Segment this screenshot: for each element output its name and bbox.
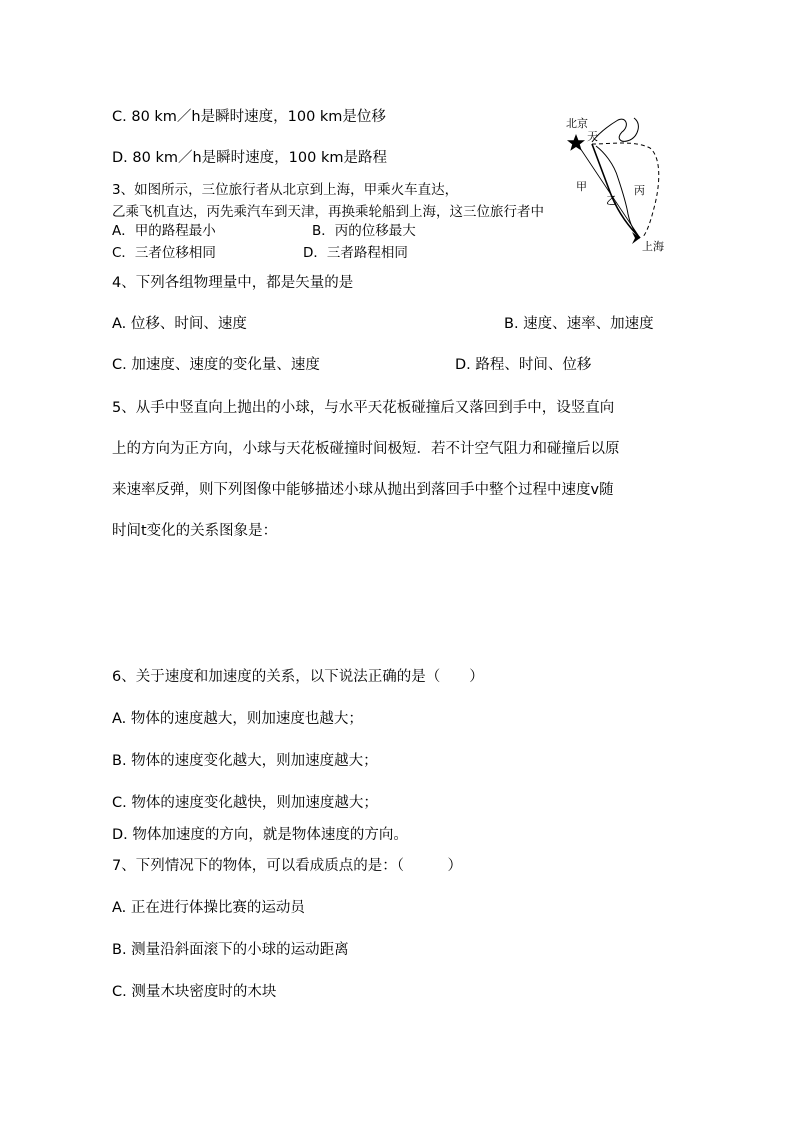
q2-option-c: C. 80 km／h是瞬时速度，100 km是位移 [112, 109, 386, 125]
map-label-shanghai: 上海 [642, 240, 664, 252]
q4-option-a: A. 位移、时间、速度 [112, 316, 247, 332]
q5-stem-line4: 时间t变化的关系图象是： [112, 523, 278, 539]
q7-option-a: A. 正在进行体操比赛的运动员 [112, 900, 305, 916]
route-map-figure [556, 112, 676, 252]
beijing-star-icon [567, 134, 585, 151]
map-label-tianjin: 天 [587, 130, 598, 143]
q4-stem: 4、下列各组物理量中，都是矢量的是 [112, 275, 354, 291]
q4-option-b: B. 速度、速率、加速度 [504, 316, 654, 332]
map-label-yi: 乙 [606, 194, 617, 207]
q6-option-b: B. 物体的速度变化越大，则加速度越大； [112, 753, 378, 769]
q3-option-a: A．甲的路程最小 [112, 223, 216, 239]
map-label-bing: 丙 [634, 184, 645, 197]
q5-stem-line3: 来速率反弹，则下列图像中能够描述小球从抛出到落回手中整个过程中速度v随 [112, 482, 614, 498]
q3-stem-line1: 3、如图所示，三位旅行者从北京到上海，甲乘火车直达， [112, 182, 459, 198]
q6-option-c: C. 物体的速度变化越快，则加速度越大； [112, 795, 378, 811]
map-label-beijing: 北京 [566, 117, 588, 130]
q7-option-c: C. 测量木块密度时的木块 [112, 984, 277, 1000]
q3-option-d: D．三者路程相同 [303, 245, 408, 261]
route-car-ship-bing [592, 143, 659, 238]
coastline-north [592, 118, 638, 142]
map-label-jia: 甲 [576, 180, 587, 193]
q2-option-d: D. 80 km／h是瞬时速度，100 km是路程 [112, 150, 387, 166]
q5-stem-line2: 上的方向为正方向，小球与天花板碰撞时间极短．若不计空气阻力和碰撞后以原 [112, 441, 620, 457]
q6-stem: 6、关于速度和加速度的关系，以下说法正确的是（ ） [112, 669, 484, 685]
q5-stem-line1: 5、从手中竖直向上抛出的小球，与水平天花板碰撞后又落回到手中，设竖直向 [112, 400, 615, 416]
q3-stem-line2: 乙乘飞机直达，丙先乘汽车到天津，再换乘轮船到上海，这三位旅行者中 [112, 204, 544, 220]
q3-option-b: B．丙的位移最大 [312, 223, 416, 239]
q7-stem: 7、下列情况下的物体，可以看成质点的是：（ ） [112, 858, 462, 874]
q3-option-c: C．三者位移相同 [112, 245, 216, 261]
route-train-jia [592, 144, 640, 238]
q4-option-c: C. 加速度、速度的变化量、速度 [112, 357, 320, 373]
q6-option-d: D. 物体加速度的方向，就是物体速度的方向。 [112, 827, 408, 843]
q7-option-b: B. 测量沿斜面滚下的小球的运动距离 [112, 942, 349, 958]
q6-option-a: A. 物体的速度越大，则加速度也越大； [112, 711, 363, 727]
q4-option-d: D. 路程、时间、位移 [455, 357, 592, 373]
